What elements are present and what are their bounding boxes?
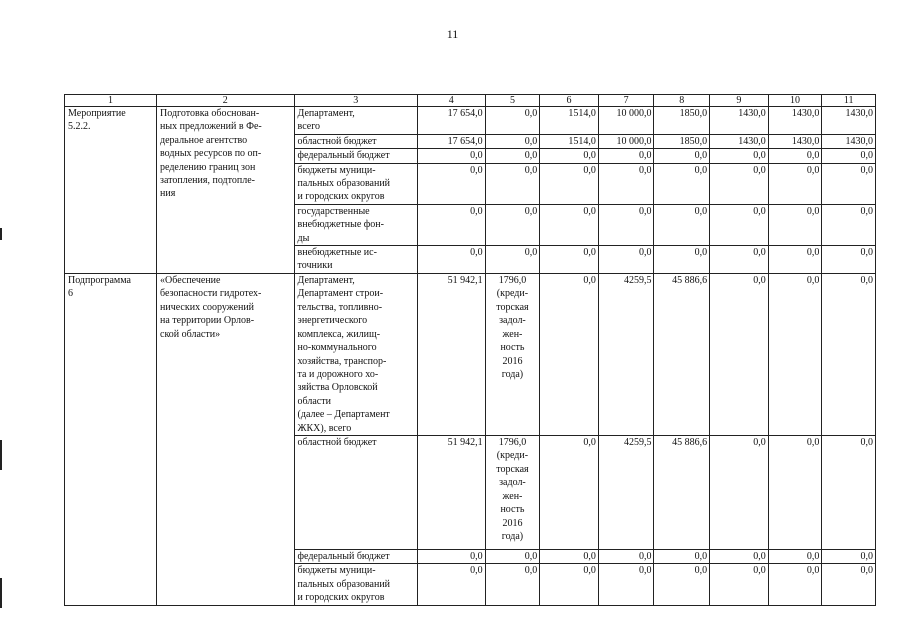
value-cell: 1430,0 [710, 134, 769, 148]
value-cell: 0,0 [822, 149, 876, 163]
value-cell: 0,0 [710, 550, 769, 564]
value-cell: 0,0 [768, 564, 822, 606]
header-cell: 5 [485, 95, 540, 107]
funding-source-cell: бюджеты муници- пальных образований и городских округов [294, 163, 417, 204]
header-row [65, 95, 876, 107]
value-cell: 0,0 [485, 163, 540, 204]
value-cell: 0,0 [654, 149, 710, 163]
value-cell: 0,0 [822, 564, 876, 606]
value-cell: 1514,0 [540, 134, 599, 148]
value-cell: 0,0 [485, 149, 540, 163]
event-cell: Подпрограмма 6 [65, 274, 157, 606]
value-cell: 0,0 [768, 246, 822, 274]
value-cell: 0,0 [598, 149, 654, 163]
funding-source-cell: бюджеты муници- пальных образований и городских округов [294, 564, 417, 606]
value-cell: 1430,0 [768, 107, 822, 135]
header-cell: 8 [654, 95, 710, 107]
value-cell: 0,0 [654, 204, 710, 245]
value-cell: 0,0 [540, 564, 599, 606]
value-cell: 0,0 [710, 274, 769, 436]
funding-source-cell: федеральный бюджет [294, 149, 417, 163]
value-cell: 0,0 [768, 204, 822, 245]
value-cell: 45 886,6 [654, 274, 710, 436]
value-cell: 10 000,0 [598, 134, 654, 148]
table-row [65, 274, 876, 436]
header-cell: 6 [540, 95, 599, 107]
funding-source-cell: областной бюджет [294, 436, 417, 550]
value-cell: 45 886,6 [654, 436, 710, 550]
scan-edge-mark [0, 228, 2, 240]
funding-source-cell: государственные внебюджетные фон- ды [294, 204, 417, 245]
value-cell: 0,0 [768, 274, 822, 436]
value-cell: 1796,0 (креди- торская задол- жен- ность 2016 года) [485, 274, 540, 436]
header-cell: 10 [768, 95, 822, 107]
value-cell: 0,0 [485, 246, 540, 274]
value-cell: 0,0 [485, 107, 540, 135]
value-cell: 0,0 [822, 550, 876, 564]
value-cell: 0,0 [654, 564, 710, 606]
funding-source-cell: Департамент, всего [294, 107, 417, 135]
value-cell: 0,0 [654, 246, 710, 274]
value-cell: 17 654,0 [417, 107, 485, 135]
value-cell: 0,0 [485, 550, 540, 564]
value-cell: 0,0 [598, 204, 654, 245]
value-cell: 0,0 [768, 163, 822, 204]
header-cell: 3 [294, 95, 417, 107]
value-cell: 1850,0 [654, 134, 710, 148]
value-cell: 0,0 [710, 564, 769, 606]
value-cell: 0,0 [822, 163, 876, 204]
value-cell: 4259,5 [598, 436, 654, 550]
header-cell: 11 [822, 95, 876, 107]
value-cell: 0,0 [417, 564, 485, 606]
value-cell: 1850,0 [654, 107, 710, 135]
value-cell: 0,0 [417, 550, 485, 564]
event-cell: Мероприятие 5.2.2. [65, 107, 157, 274]
value-cell: 1430,0 [710, 107, 769, 135]
value-cell: 0,0 [540, 550, 599, 564]
funding-source-cell: внебюджетные ис- точники [294, 246, 417, 274]
header-cell: 9 [710, 95, 769, 107]
value-cell: 0,0 [710, 204, 769, 245]
header-cell: 2 [157, 95, 295, 107]
header-cell: 1 [65, 95, 157, 107]
header-cell: 7 [598, 95, 654, 107]
value-cell: 0,0 [598, 163, 654, 204]
value-cell: 0,0 [654, 550, 710, 564]
value-cell: 0,0 [417, 163, 485, 204]
scan-edge-mark [0, 440, 2, 470]
page-number: 11 [446, 27, 459, 41]
value-cell: 51 942,1 [417, 436, 485, 550]
scan-edge-mark [0, 578, 2, 608]
value-cell: 0,0 [822, 436, 876, 550]
value-cell: 1430,0 [822, 107, 876, 135]
value-cell: 51 942,1 [417, 274, 485, 436]
value-cell: 1430,0 [822, 134, 876, 148]
value-cell: 0,0 [540, 274, 599, 436]
value-cell: 0,0 [485, 134, 540, 148]
value-cell: 10 000,0 [598, 107, 654, 135]
value-cell: 0,0 [768, 436, 822, 550]
value-cell: 0,0 [654, 163, 710, 204]
value-cell: 0,0 [822, 246, 876, 274]
value-cell: 0,0 [822, 274, 876, 436]
funding-source-cell: Департамент, Департамент строи- тельства, топливно- энергетического комплекса, жилищ- но-коммунального хозяйства, транспор- та и дорожного хо- зяйства Орловской области (далее – Департамент ЖКХ), всего [294, 274, 417, 436]
value-cell: 0,0 [540, 204, 599, 245]
table-row [65, 107, 876, 135]
value-cell: 0,0 [710, 163, 769, 204]
value-cell: 0,0 [540, 436, 599, 550]
value-cell: 0,0 [598, 550, 654, 564]
value-cell: 0,0 [768, 550, 822, 564]
value-cell: 4259,5 [598, 274, 654, 436]
value-cell: 0,0 [540, 163, 599, 204]
funding-source-cell: федеральный бюджет [294, 550, 417, 564]
value-cell: 0,0 [710, 246, 769, 274]
value-cell: 0,0 [417, 149, 485, 163]
value-cell: 1514,0 [540, 107, 599, 135]
value-cell: 1430,0 [768, 134, 822, 148]
description-cell: Подготовка обоснован- ных предложений в Фе- деральное агентство водных ресурсов по оп- ределению границ зон затопления, подтопле- ния [157, 107, 295, 274]
value-cell: 0,0 [540, 246, 599, 274]
value-cell: 0,0 [485, 204, 540, 245]
value-cell: 0,0 [417, 246, 485, 274]
value-cell: 0,0 [598, 564, 654, 606]
value-cell: 0,0 [822, 204, 876, 245]
value-cell: 0,0 [598, 246, 654, 274]
budget-table [64, 94, 876, 606]
value-cell: 0,0 [768, 149, 822, 163]
value-cell: 1796,0 (креди- торская задол- жен- ность 2016 года) [485, 436, 540, 550]
value-cell: 0,0 [710, 149, 769, 163]
budget-table-body [65, 95, 876, 606]
value-cell: 0,0 [417, 204, 485, 245]
value-cell: 0,0 [485, 564, 540, 606]
funding-source-cell: областной бюджет [294, 134, 417, 148]
header-cell: 4 [417, 95, 485, 107]
description-cell: «Обеспечение безопасности гидротех- нических сооружений на территории Орлов- ской области» [157, 274, 295, 606]
value-cell: 0,0 [710, 436, 769, 550]
value-cell: 0,0 [540, 149, 599, 163]
value-cell: 17 654,0 [417, 134, 485, 148]
